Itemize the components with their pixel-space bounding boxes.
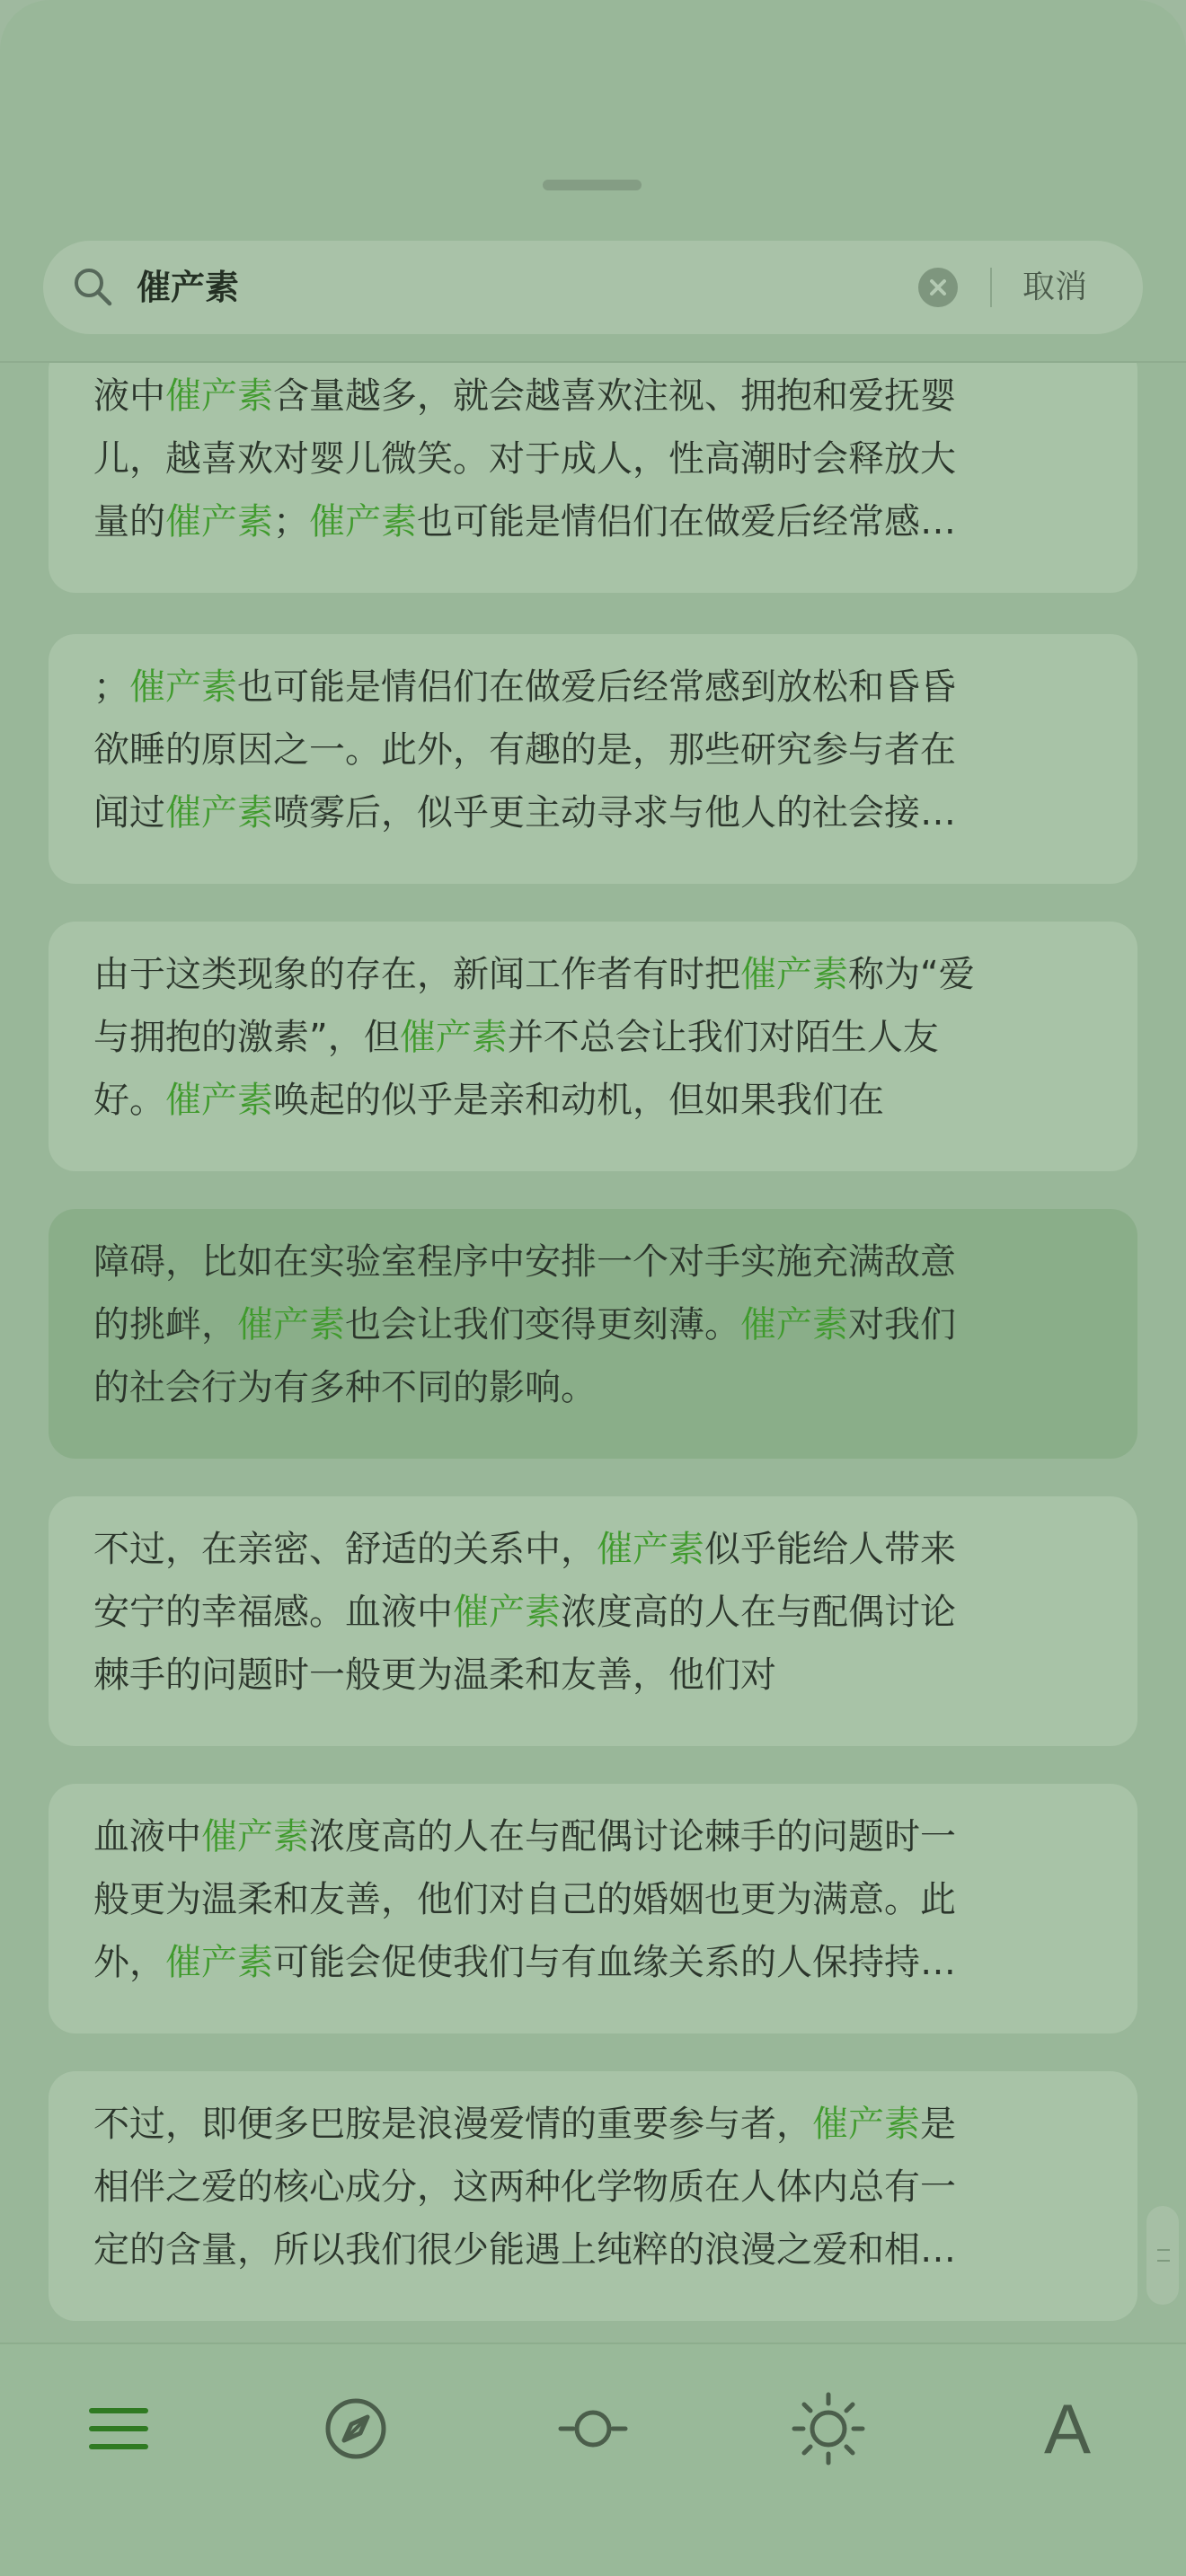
- bottom-toolbar: [0, 2342, 1186, 2576]
- result-snippet: [93, 943, 1093, 1132]
- highlighted-term: 催产素: [309, 501, 417, 543]
- clear-icon: [918, 268, 958, 307]
- menu-button[interactable]: [74, 2384, 164, 2474]
- result-card[interactable]: [49, 1784, 1137, 2033]
- scroll-grip-line: [1157, 2260, 1170, 2262]
- snippet-line: 相伴之爱的核心成分，这两种化学物质在人体内总有一: [93, 2166, 956, 2208]
- discover-button[interactable]: [311, 2384, 401, 2474]
- search-results-list[interactable]: [0, 363, 1186, 2339]
- result-snippet: [93, 656, 1093, 844]
- result-snippet: [93, 1805, 1093, 1994]
- highlighted-term: 催产素: [129, 666, 237, 708]
- snippet-line: 液中催产素含量越多，就会越喜欢注视、拥抱和爱抚婴: [93, 375, 956, 417]
- snippet-line: 安宁的幸福感。血液中催产素浓度高的人在与配偶讨论: [93, 1592, 956, 1633]
- highlighted-term: 催产素: [201, 1816, 309, 1857]
- highlighted-term: 催产素: [597, 1529, 704, 1570]
- snippet-line: 欲睡的原因之一。此外，有趣的是，那些研究参与者在: [93, 729, 956, 771]
- snippet-line: 由于这类现象的存在，新闻工作者有时把催产素称为“爱: [93, 954, 975, 995]
- snippet-line: 闻过催产素喷雾后，似乎更主动寻求与他人的社会接…: [93, 792, 956, 834]
- highlighted-term: 催产素: [165, 1942, 273, 1983]
- highlighted-term: 催产素: [237, 1304, 345, 1345]
- snippet-line: 不过，在亲密、舒适的关系中，催产素似乎能给人带来: [93, 1529, 956, 1570]
- highlighted-term: 催产素: [740, 1304, 848, 1345]
- result-snippet: [93, 365, 1093, 553]
- brightness-button[interactable]: [783, 2384, 873, 2474]
- highlighted-term: 催产素: [165, 1080, 273, 1121]
- snippet-line: 的社会行为有多种不同的影响。: [93, 1367, 597, 1408]
- font-settings-button[interactable]: [1022, 2384, 1112, 2474]
- sheet-grabber[interactable]: [543, 180, 642, 190]
- scroll-handle[interactable]: [1146, 2206, 1179, 2305]
- scroll-grip-line: [1157, 2249, 1170, 2251]
- search-bar[interactable]: [43, 241, 1143, 334]
- highlighted-term: 催产素: [740, 954, 848, 995]
- progress-slider-icon: [548, 2384, 638, 2474]
- menu-icon: [74, 2384, 164, 2474]
- result-card-active[interactable]: [49, 1209, 1137, 1459]
- snippet-line: 血液中催产素浓度高的人在与配偶讨论棘手的问题时一: [93, 1816, 956, 1857]
- highlighted-term: 催产素: [165, 501, 273, 543]
- snippet-line: 儿，越喜欢对婴儿微笑。对于成人，性高潮时会释放大: [93, 438, 956, 480]
- font-icon: A: [1043, 2389, 1092, 2468]
- progress-button[interactable]: [548, 2384, 638, 2474]
- search-divider: [990, 268, 992, 307]
- snippet-line: 与拥抱的激素”，但催产素并不总会让我们对陌生人友: [93, 1017, 939, 1058]
- result-snippet: [93, 2093, 1093, 2281]
- cancel-button[interactable]: 取消: [1022, 269, 1088, 305]
- result-card[interactable]: [49, 922, 1137, 1171]
- compass-icon: [311, 2384, 401, 2474]
- result-card[interactable]: [49, 363, 1137, 593]
- snippet-line: 的挑衅，催产素也会让我们变得更刻薄。催产素对我们: [93, 1304, 956, 1345]
- snippet-line: 好。催产素唤起的似乎是亲和动机，但如果我们在: [93, 1080, 884, 1121]
- clear-search-button[interactable]: [918, 268, 958, 307]
- result-card[interactable]: [49, 2071, 1137, 2321]
- highlighted-term: 催产素: [453, 1592, 561, 1633]
- snippet-line: 障碍，比如在实验室程序中安排一个对手实施充满敌意: [93, 1241, 956, 1283]
- highlighted-term: 催产素: [812, 2104, 920, 2145]
- result-snippet: [93, 1231, 1093, 1419]
- snippet-line: 定的含量，所以我们很少能遇上纯粹的浪漫之爱和相…: [93, 2229, 956, 2271]
- snippet-line: ；催产素也可能是情侣们在做爱后经常感到放松和昏昏: [93, 666, 956, 708]
- result-snippet: [93, 1518, 1093, 1707]
- highlighted-term: 催产素: [399, 1017, 508, 1058]
- snippet-line: 量的催产素；催产素也可能是情侣们在做爱后经常感…: [93, 501, 956, 543]
- snippet-line: 棘手的问题时一般更为温柔和友善，他们对: [93, 1654, 776, 1696]
- result-card[interactable]: [49, 634, 1137, 884]
- result-card[interactable]: [49, 1496, 1137, 1746]
- search-icon: [70, 264, 117, 311]
- snippet-line: 般更为温柔和友善，他们对自己的婚姻也更为满意。此: [93, 1879, 956, 1920]
- snippet-line: 外，催产素可能会促使我们与有血缘关系的人保持持…: [93, 1942, 956, 1983]
- snippet-line: 不过，即便多巴胺是浪漫爱情的重要参与者，催产素是: [93, 2104, 956, 2145]
- brightness-icon: [783, 2384, 873, 2474]
- highlighted-term: 催产素: [165, 375, 273, 417]
- search-input[interactable]: 催产素: [137, 268, 240, 307]
- highlighted-term: 催产素: [165, 792, 273, 834]
